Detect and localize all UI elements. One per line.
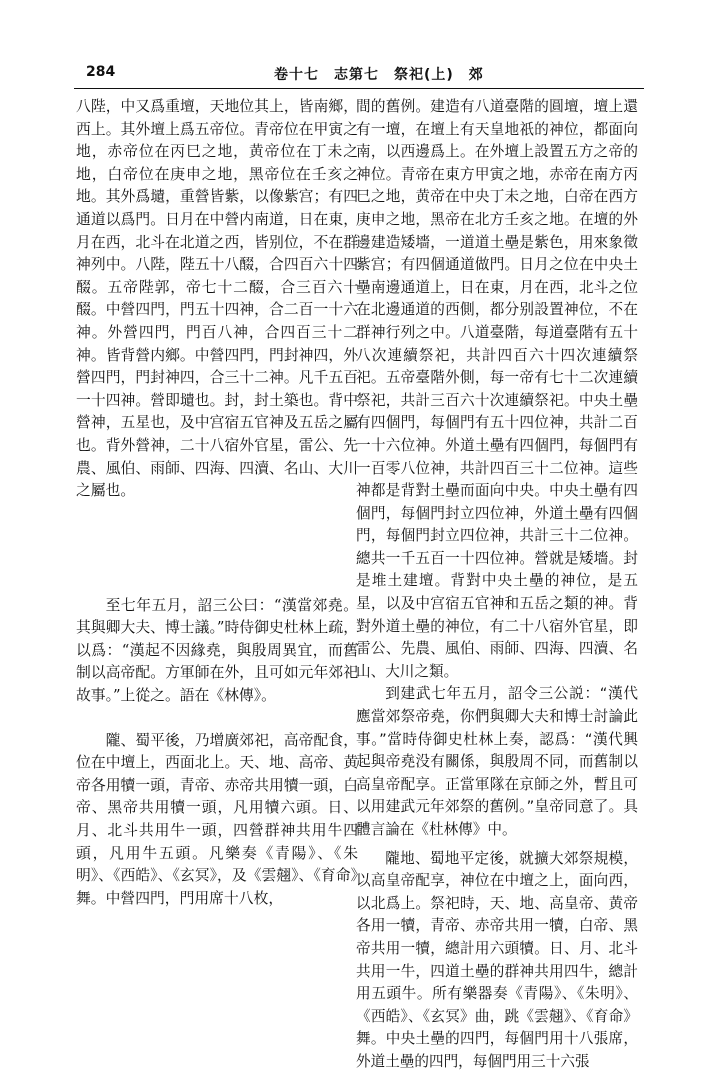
classical-paragraph: 八陛，中又爲重壇，天地位其上，皆南鄉，西上。其外壇上爲五帝位。青帝位在甲寅之地，赤帝位在丙巳之地，黄帝位在丁未之地，白帝位在庚申之地，黑帝位在壬亥之地。其外爲壝，重營皆紫，以像紫宫；有四通道以爲門。日月在中營内南道，日在東，月在西，北斗在北道之西，皆别位，不在群神列中。八陛，陛五十八醊，合四百六十四醊。五帝陛郭，帝七十二醊，合三百六十醊。中營四門，門五十四神，合二百一十六神。外營四門，門百八神，合四百三十二神。皆背營内鄉。中營四門，門封神四，外營四門，門封神四，合三十二神。凡千五百一十四神。營即壝也。封，封土築也。背中營神，五星也，及中宫宿五官神及五岳之屬也。背外營神，二十八宿外官星，雷公、先農、風伯、雨師、四海、四瀆、名山、大川之屬也。 [76, 98, 358, 500]
running-head: 卷十七 志第七 祭祀(上) 郊 [274, 67, 484, 83]
page-number: 284 [86, 64, 116, 80]
translation-column [356, 96, 638, 1074]
classical-paragraph: 隴、蜀平後，乃增廣郊祀，高帝配食，位在中壇上，西面北上。天、地、高帝、黄帝各用犢一頭，青帝、赤帝共用犢一頭，白帝、黑帝共用犢一頭，凡用犢六頭。日、月、北斗共用牛一頭，四營群神共用牛四頭，凡用牛五頭。凡樂奏《青陽》、《朱明》、《西皓》、《玄冥》，及《雲翹》、《育命》舞。中營四門，門用席十八枚， [76, 731, 358, 907]
translation-paragraph: 間的舊例。建造有八道臺階的圓壇，壇上還有一壇，在壇上有天皇地祇的神位，都面向南，以西邊爲上。在外壇上設置五方之帝的神位。青帝在東方甲寅之地，赤帝在南方丙巳之地，黄帝在中央丁未之地，白帝在西方庚申之地，黑帝在北方壬亥之地。在壇的外邊建造矮墻，一道道土壘是紫色，用來象徵紫宫；有四個通道做門。日月之位在中央土壘南邊通道上，日在東，月在西，北斗之位在北邊通道的西側，都分别設置神位，不在群神行列之中。八道臺階，每道臺階有五十八次連續祭祀，共計四百六十四次連續祭祀。五帝臺階外側，每一帝有七十二次連續祭祀，共計三百六十次連續祭祀。中央土壘有四個門，每個門有五十四位神，共計二百一十六位神。外道土壘有四個門，每個門有一百零八位神，共計四百三十二位神。這些神都是背對土壘而面向中央。中央土壘有四個門，每個門封立四位神，外道土壘有四個門，每個門封立四位神，共計三十二位神。總共一千五百一十四位神。營就是矮墻。封是堆土建壇。背對中央土壘的神位，是五星，以及中宫宿五官神和五岳之類的神。背對外道土壘的神位，有二十八宿外官星，即雷公、先農、風伯、雨師、四海、四瀆、名山、大川之類。 [356, 98, 638, 680]
page-header [74, 62, 644, 89]
translation-paragraph: 到建武七年五月，詔令三公説：“漢代應當郊祭帝堯，你們與卿大夫和博士討論此事。”當時侍御史杜林上奏，認爲：“漢代興起與帝堯没有關係，與殷周不同，而舊制以高皇帝配享。正當軍隊在京師之外，暫且可以用建武元年郊祭的舊例。”皇帝同意了。具體言論在《杜林傳》中。 [356, 685, 638, 838]
translation-paragraph: 隴地、蜀地平定後，就擴大郊祭規模，以高皇帝配享，神位在中壇之上，面向西，以北爲上。祭祀時，天、地、高皇帝、黄帝各用一犢，青帝、赤帝共用一犢，白帝、黑帝共用一犢，總計用六頭犢。日、月、北斗共用一牛，四道土壘的群神共用四牛，總計用五頭牛。所有樂器奏《青陽》、《朱明》、《西皓》、《玄冥》曲，跳《雲翹》、《育命》舞。中央土壘的四門，每個門用十八張席，外道土壘的四門，每個門用三十六張 [356, 849, 638, 1070]
classical-text-column [76, 96, 358, 910]
classical-paragraph: 至七年五月，詔三公曰：“漢當郊堯。其與卿大夫、博士議。”時侍御史杜林上疏，以爲：“漢起不因緣堯，與殷周異宜，而舊制以高帝配。方軍師在外，且可如元年郊祀故事。”上從之。語在《林傳》。 [76, 596, 358, 705]
